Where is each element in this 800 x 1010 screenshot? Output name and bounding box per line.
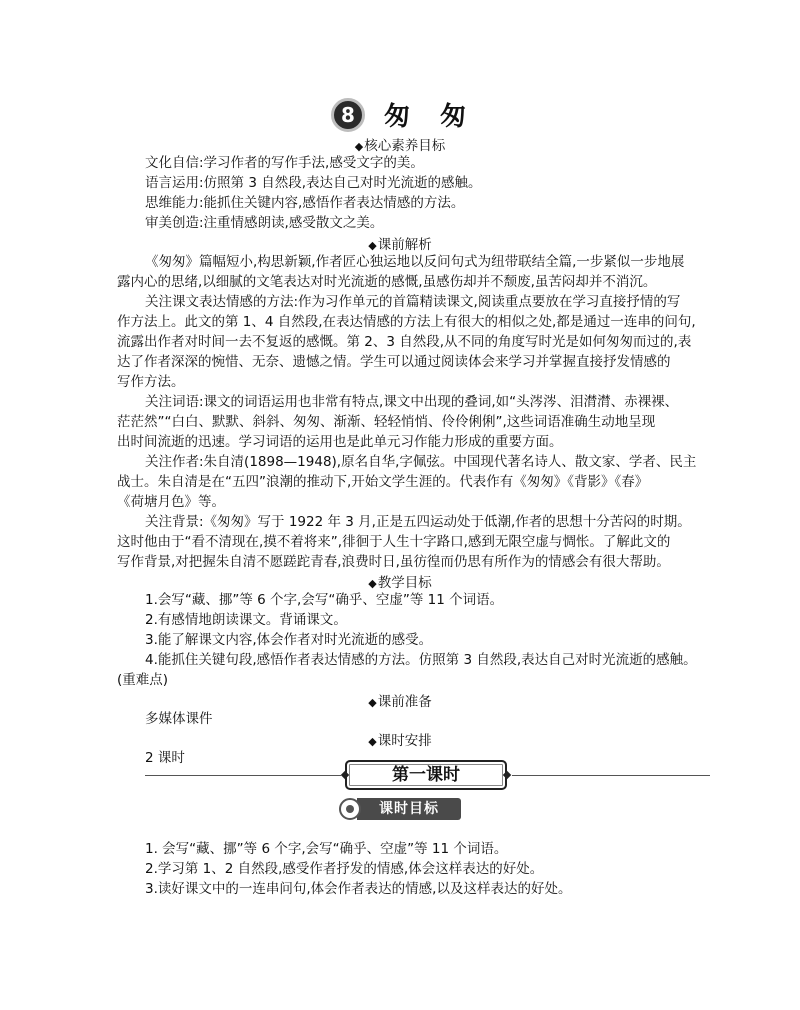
section-heading-teaching-goals: ◆教学目标 <box>368 575 432 591</box>
lesson-goal-line: 2.学习第 1、2 自然段,感受作者抒发的情感,体会这样表达的好处。 <box>145 861 544 877</box>
lesson-title-row <box>0 98 800 132</box>
divider-left <box>145 775 341 776</box>
diamond-icon: ◆ <box>368 696 377 709</box>
analysis-line: 《匆匆》篇幅短小,构思新颖,作者匠心独运地以反问句式为纽带联结全篇,一步紧似一步地展 <box>145 254 685 270</box>
analysis-line: 流露出作者对时间一去不复返的感慨。第 2、3 自然段,从不同的角度写时光是如何匆匆而过的,表 <box>117 334 692 350</box>
section-heading-core-goals: ◆核心素养目标 <box>354 138 446 154</box>
analysis-line: 达了作者深深的惋惜、无奈、遗憾之情。学生可以通过阅读体会来学习并掌握直接抒发情感的 <box>117 354 671 370</box>
teaching-goal-line: 3.能了解课文内容,体会作者对时光流逝的感受。 <box>145 632 433 648</box>
teaching-goal-line: 2.有感情地朗读课文。背诵课文。 <box>145 612 347 628</box>
analysis-line: 战士。朱自清是在“五四”浪潮的推动下,开始文学生涯的。代表作有《匆匆》《背影》《春》 <box>117 474 649 490</box>
target-icon <box>339 798 361 820</box>
page-title: 匆匆 <box>384 102 497 132</box>
lesson-goal-line: 1. 会写“藏、挪”等 6 个字,会写“确乎、空虚”等 11 个词语。 <box>145 841 508 857</box>
section-heading-pre-analysis: ◆课前解析 <box>368 237 432 253</box>
core-goal-line: 思维能力:能抓住关键内容,感悟作者表达情感的方法。 <box>145 195 465 211</box>
objective-tag <box>339 798 463 820</box>
analysis-line: 露内心的思绪,以细腻的文笔表达对时光流逝的感慨,虽感伤却并不颓废,虽苦闷却并不消沉。 <box>117 274 657 290</box>
analysis-line: 关注背景:《匆匆》写于 1922 年 3 月,正是五四运动处于低潮,作者的思想十分苦闷的时期。 <box>145 514 691 530</box>
core-goal-line: 语言运用:仿照第 3 自然段,表达自己对时光流逝的感触。 <box>145 175 482 191</box>
core-goal-line: 审美创造:注重情感朗读,感受散文之美。 <box>145 215 384 231</box>
lesson-number-badge: 8 <box>331 98 365 132</box>
lesson-goal-line: 3.读好课文中的一连串问句,体会作者表达的情感,以及这样表达的好处。 <box>145 881 572 897</box>
section-heading-schedule: ◆课时安排 <box>368 733 432 749</box>
analysis-line: 《荷塘月色》等。 <box>117 494 225 510</box>
analysis-line: 关注词语:课文的词语运用也非常有特点,课文中出现的叠词,如“头涔涔、泪潸潸、赤裸裸、 <box>145 394 679 410</box>
analysis-line: 这时他由于“看不清现在,摸不着将来”,徘徊于人生十字路口,感到无限空虚与惆怅。了解此文的 <box>117 534 671 550</box>
teaching-goal-line: (重难点) <box>117 672 169 688</box>
teaching-goal-line: 1.会写“藏、挪”等 6 个字,会写“确乎、空虚”等 11 个词语。 <box>145 592 504 608</box>
diamond-icon: ◆ <box>368 239 377 252</box>
analysis-line: 出时间流逝的迅速。学习词语的运用也是此单元习作能力形成的重要方面。 <box>117 434 563 450</box>
core-goal-line: 文化自信:学习作者的写作手法,感受文字的美。 <box>145 155 424 171</box>
analysis-line: 作方法上。此文的第 1、4 自然段,在表达情感的方法上有很大的相似之处,都是通过一连串的问句, <box>117 314 696 330</box>
analysis-line: 关注课文表达情感的方法:作为习作单元的首篇精读课文,阅读重点要放在学习直接抒情的写 <box>145 294 681 310</box>
diamond-icon: ◆ <box>368 577 377 590</box>
schedule-text: 2 课时 <box>145 750 185 766</box>
teaching-goal-line: 4.能抓住关键句段,感悟作者表达情感的方法。仿照第 3 自然段,表达自己对时光流逝的感触。 <box>145 652 697 668</box>
analysis-line: 关注作者:朱自清(1898—1948),原名自华,字佩弦。中国现代著名诗人、散文家、学者、民主 <box>145 454 697 470</box>
lesson-heading: 第一课时 <box>345 760 507 790</box>
analysis-line: 茫茫然”“白白、默默、斜斜、匆匆、渐渐、轻轻悄悄、伶伶俐俐”,这些词语准确生动地呈现 <box>117 414 656 430</box>
objective-label: 课时目标 <box>357 798 461 820</box>
analysis-line: 写作背景,对把握朱自清不愿蹉跎青春,浪费时日,虽彷徨而仍思有所作为的情感会有很大帮助。 <box>117 554 670 570</box>
divider-right <box>512 775 710 776</box>
preparation-text: 多媒体课件 <box>145 711 213 727</box>
diamond-icon: ◆ <box>368 735 377 748</box>
section-heading-preparation: ◆课前准备 <box>368 694 432 710</box>
diamond-icon: ◆ <box>354 140 364 153</box>
analysis-line: 写作方法。 <box>117 374 185 390</box>
